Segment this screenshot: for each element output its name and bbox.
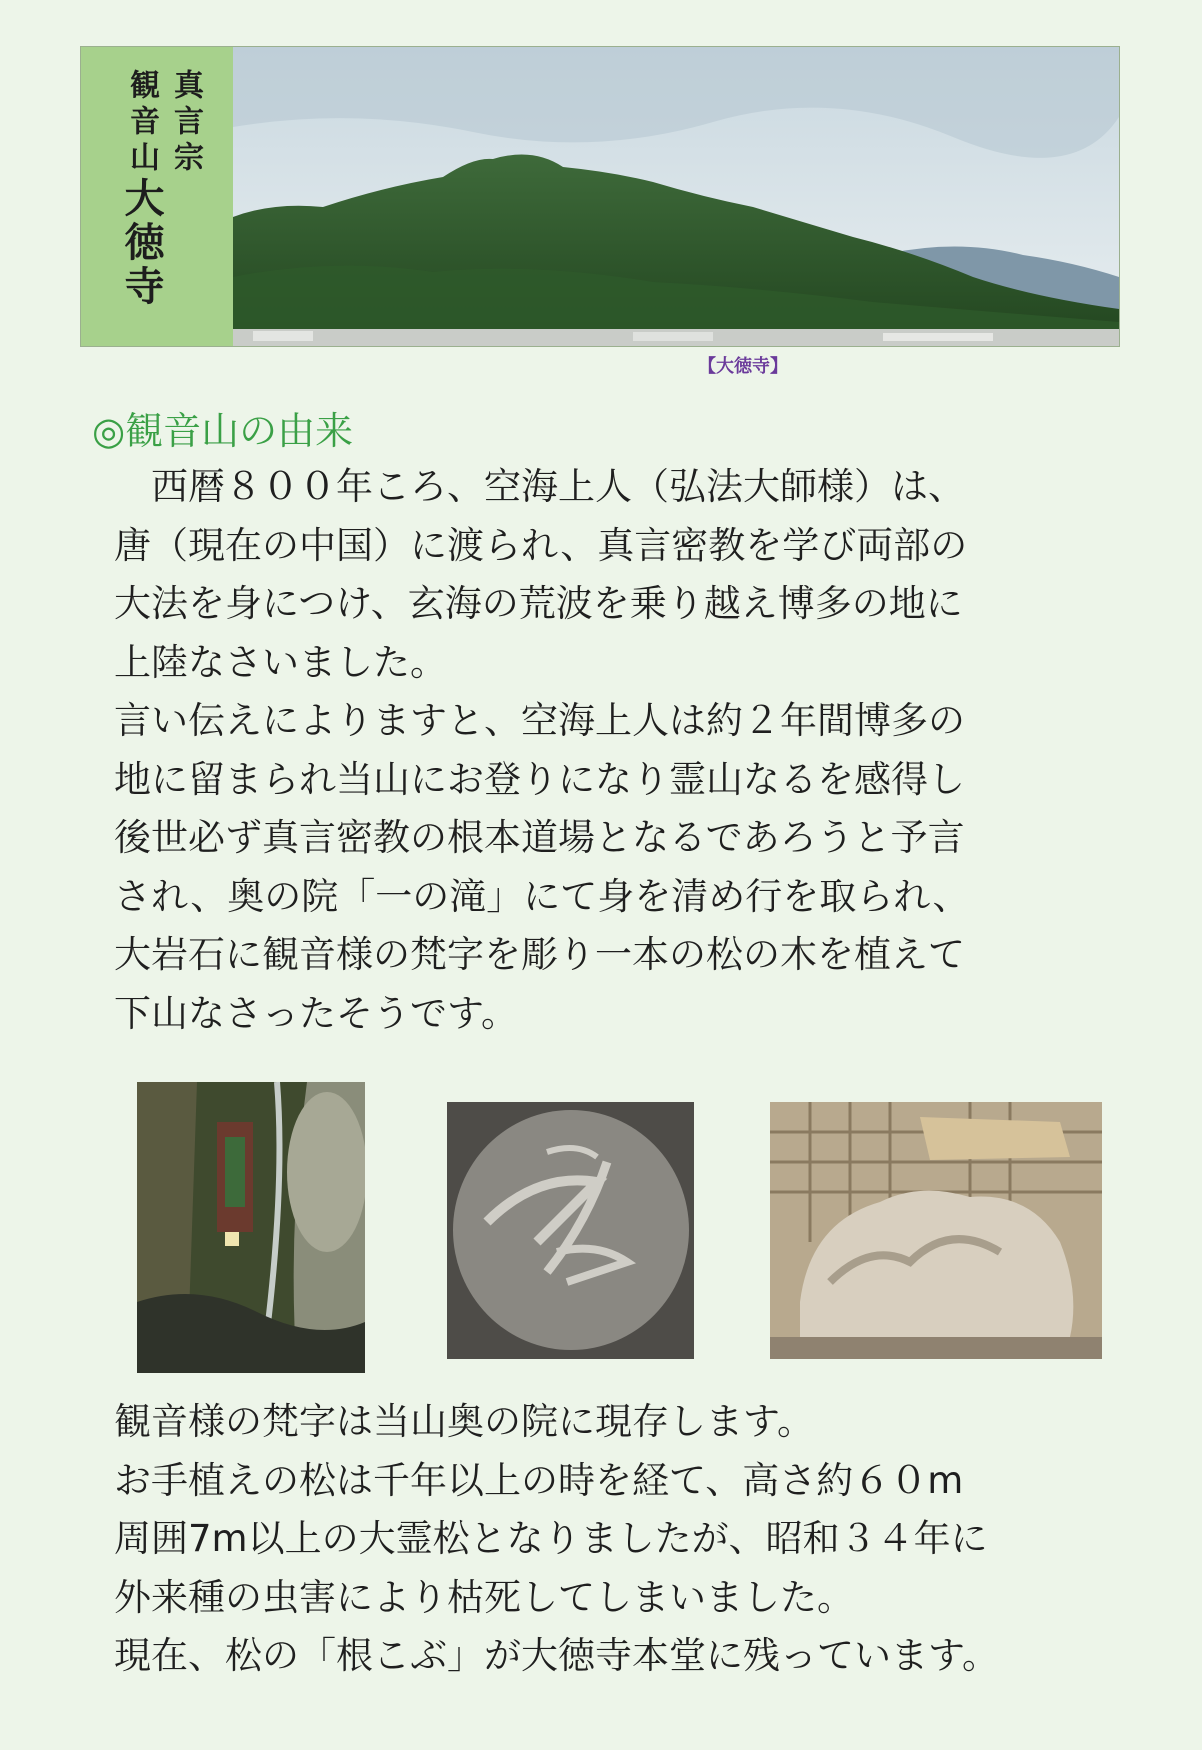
title-panel: [81, 47, 233, 346]
temple-name: 大徳寺: [118, 177, 165, 309]
origin-paragraph: 西暦８００年ころ、空海上人（弘法大師様）は、 唐（現在の中国）に渡られ、真言密教を学び両部の 大法を身につけ、玄海の荒波を乗り越え博多の地に 上陸なさいました。 言い伝えによりますと、空海上人は約２年間博多の 地に留まられ当山にお登りになり霊山なるを感得し 後世必ず真言密教の根本道場となるであろうと予言 され、奥の院「一の滝」にて身を清め行を取られ、 大岩石に観音様の梵字を彫り一本の松の木を植えて 下山なさったそうです。: [114, 465, 970, 1035]
mountain-photo: [233, 47, 1119, 346]
temple-full-name: [113, 69, 170, 309]
sanskrit-carving-photo: [447, 1102, 694, 1359]
section-title: ◎観音山の由来: [92, 409, 354, 453]
pine-root-photo: [770, 1102, 1102, 1359]
mountain-name: 観音山: [124, 69, 159, 177]
photo-caption: 【大徳寺】: [698, 356, 788, 377]
waterfall-photo: [137, 1082, 365, 1373]
sect-name: 真言宗: [168, 69, 203, 177]
header-banner: [80, 46, 1120, 347]
pine-paragraph: 観音様の梵字は当山奥の院に現存します。 お手植えの松は千年以上の時を経て、高さ約６０m 周囲7m以上の大霊松となりましたが、昭和３４年に 外来種の虫害により枯死してしまいました。 現在、松の「根こぶ」が大徳寺本堂に残っています。: [114, 1400, 1000, 1677]
